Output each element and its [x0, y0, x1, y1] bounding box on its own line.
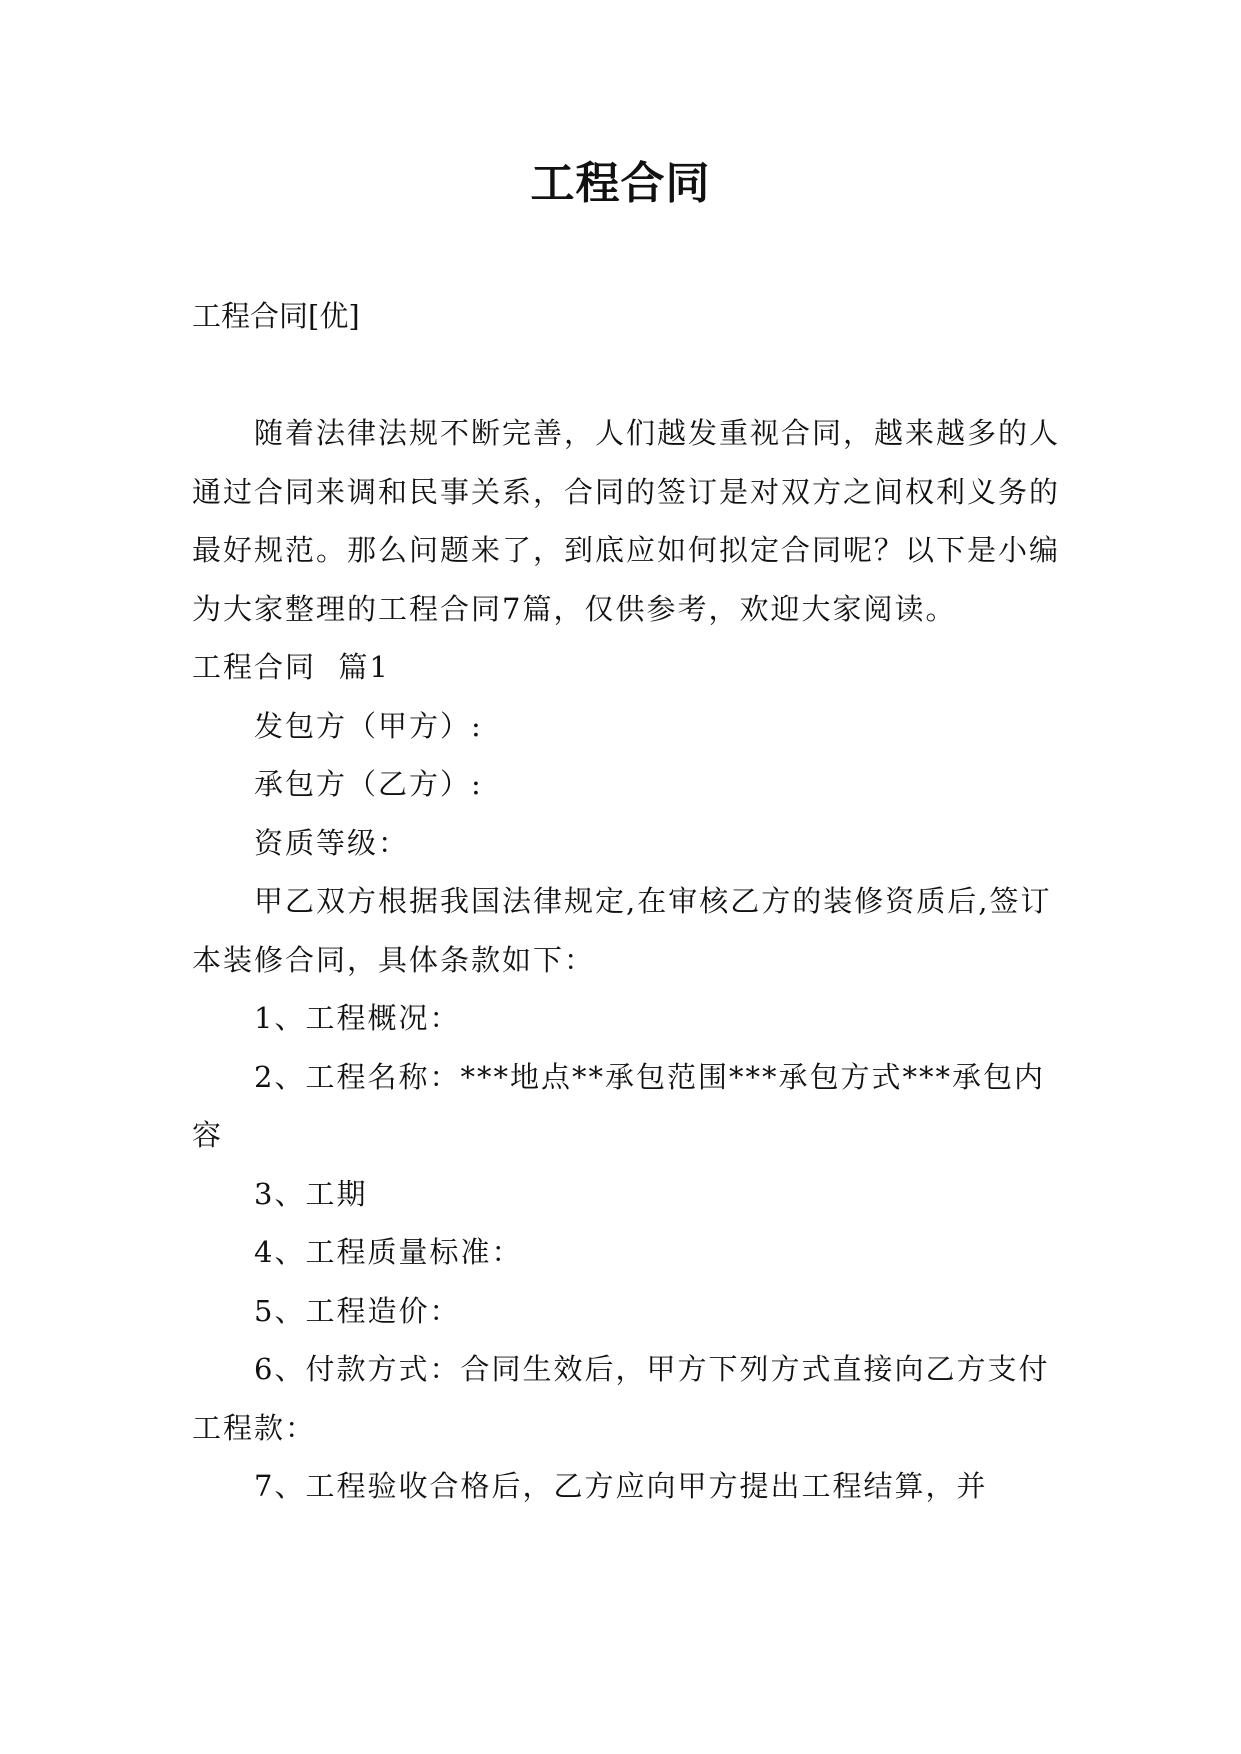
section-heading: 工程合同 篇1: [192, 650, 390, 684]
clause-7: 7、工程验收合格后，乙方应向甲方提出工程结算，并: [254, 1469, 988, 1503]
document-subtitle: 工程合同[优]: [192, 299, 360, 333]
agreement-paragraph: 甲乙双方根据我国法律规定,在审核乙方的装修资质后,签订本装修合同，具体条款如下：: [192, 884, 1052, 977]
party-b-line: 承包方（乙方）:: [254, 767, 483, 801]
clause-4: 4、工程质量标准：: [254, 1235, 523, 1269]
clause-3: 3、工期: [254, 1176, 368, 1211]
clause-5: 5、工程造价：: [254, 1293, 461, 1328]
clause-1: 1、工程概况：: [254, 1001, 461, 1035]
clause-2: 2、工程名称：***地点**承包范围***承包方式***承包内容: [192, 1059, 1045, 1152]
clause-6: 6、付款方式：合同生效后，甲方下列方式直接向乙方支付工程款：: [192, 1352, 1050, 1445]
document-body: [192, 404, 1060, 1516]
intro-paragraph: 随着法律法规不断完善，人们越发重视合同，越来越多的人通过合同来调和民事关系，合同的签订是对双方之间权利义务的最好规范。那么问题来了，到底应如何拟定合同呢？以下是小编为大家整理的工程合同7篇，仅供参考，欢迎大家阅读。: [192, 416, 1061, 626]
party-a-line: 发包方（甲方）:: [254, 708, 483, 743]
qualification-line: 资质等级：: [254, 825, 410, 860]
document-title: 工程合同: [530, 158, 711, 209]
